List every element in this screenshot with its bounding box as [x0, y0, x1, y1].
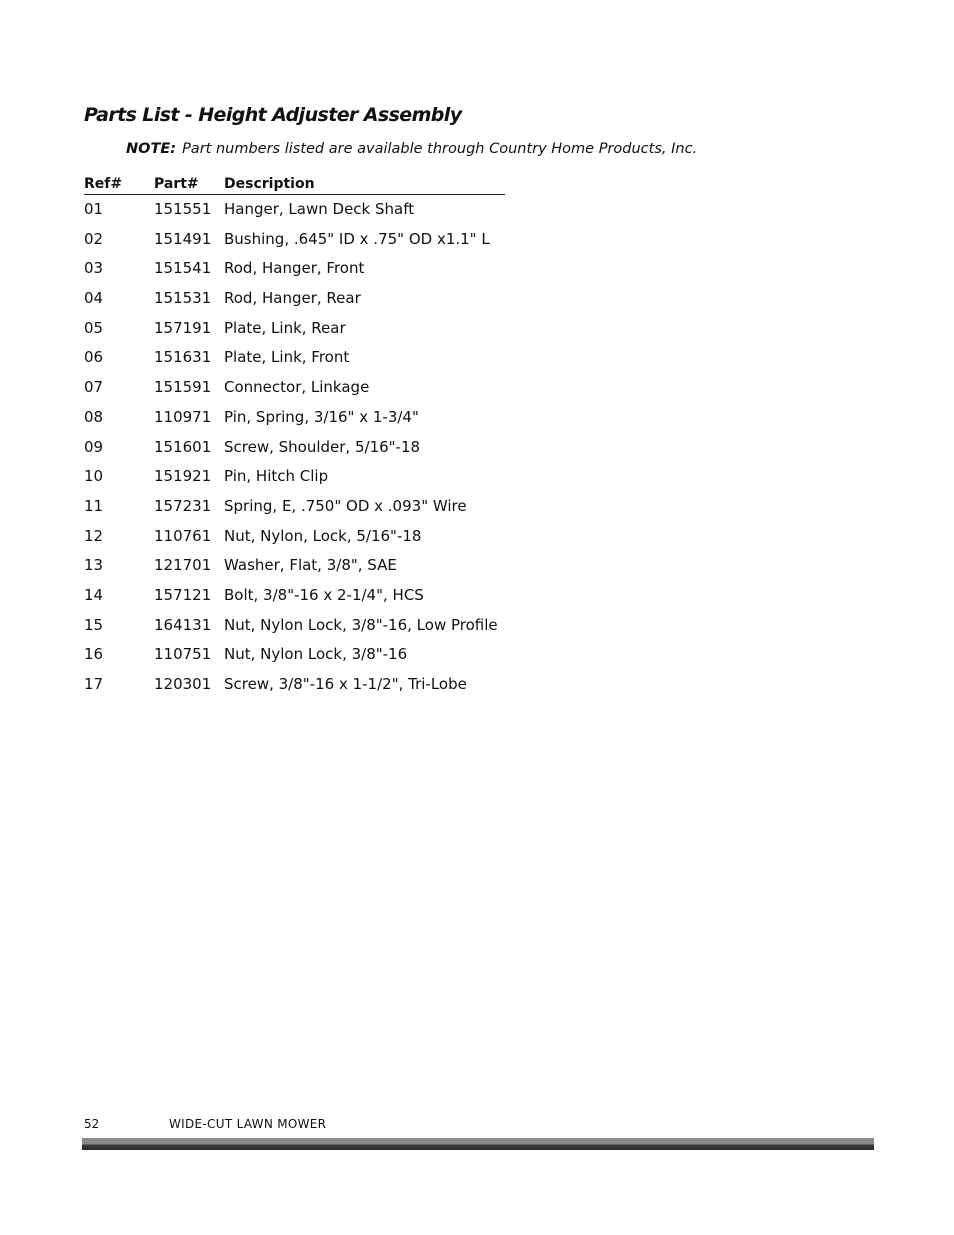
cell-description: Rod, Hanger, Rear	[224, 289, 361, 308]
cell-ref: 05	[84, 318, 104, 337]
cell-part: 157191	[154, 318, 212, 337]
cell-description: Pin, Hitch Clip	[224, 467, 329, 486]
header-ref: Ref#	[84, 176, 123, 192]
header-part: Part#	[154, 176, 199, 192]
cell-part: 151601	[154, 437, 212, 456]
footer-rule	[82, 1138, 874, 1150]
table-row	[84, 403, 505, 433]
cell-part: 151551	[154, 200, 212, 218]
cell-ref: 08	[84, 407, 104, 426]
table-row	[84, 433, 505, 463]
cell-part: 151591	[154, 378, 212, 397]
cell-ref: 15	[84, 615, 104, 634]
table-row	[84, 581, 505, 611]
table-row	[84, 551, 505, 581]
cell-description: Connector, Linkage	[224, 378, 370, 397]
table-row	[84, 462, 505, 492]
cell-ref: 16	[84, 645, 104, 664]
table-row	[84, 284, 505, 314]
cell-description: Nut, Nylon Lock, 3/8"-16, Low Profile	[224, 615, 498, 634]
cell-description: Pin, Spring, 3/16" x 1-3/4"	[224, 407, 419, 426]
cell-part: 151541	[154, 259, 212, 278]
cell-ref: 13	[84, 556, 104, 575]
table-row	[84, 254, 505, 284]
cell-part: 151491	[154, 229, 212, 248]
cell-ref: 04	[84, 289, 104, 308]
cell-ref: 06	[84, 348, 104, 367]
table-header	[84, 176, 505, 195]
cell-part: 151921	[154, 467, 212, 486]
header-description: Description	[224, 176, 315, 192]
cell-ref: 12	[84, 526, 104, 545]
cell-ref: 03	[84, 259, 104, 278]
cell-description: Nut, Nylon, Lock, 5/16"-18	[224, 526, 422, 545]
cell-ref: 10	[84, 467, 104, 486]
cell-part: 120301	[154, 675, 212, 693]
parts-table	[84, 176, 505, 700]
cell-part: 110761	[154, 526, 212, 545]
table-row	[84, 225, 505, 255]
note	[126, 141, 697, 157]
cell-ref: 01	[84, 200, 104, 218]
cell-part: 157121	[154, 585, 212, 604]
cell-description: Hanger, Lawn Deck Shaft	[224, 200, 415, 218]
table-row	[84, 670, 505, 700]
cell-part: 151531	[154, 289, 212, 308]
cell-part: 164131	[154, 615, 212, 634]
table-row	[84, 195, 505, 225]
table-row	[84, 343, 505, 373]
cell-description: Screw, 3/8"-16 x 1-1/2", Tri-Lobe	[224, 675, 467, 693]
table-row	[84, 314, 505, 344]
table-row	[84, 492, 505, 522]
cell-description: Screw, Shoulder, 5/16"-18	[224, 437, 421, 456]
cell-ref: 11	[84, 496, 104, 515]
note-label: NOTE:	[126, 141, 177, 157]
cell-part: 110751	[154, 645, 212, 664]
cell-description: Plate, Link, Front	[224, 348, 350, 367]
cell-description: Spring, E, .750" OD x .093" Wire	[224, 496, 467, 515]
cell-ref: 14	[84, 585, 104, 604]
table-row	[84, 522, 505, 552]
table-row	[84, 640, 505, 670]
cell-description: Washer, Flat, 3/8", SAE	[224, 556, 397, 575]
cell-description: Bushing, .645" ID x .75" OD x1.1" L	[224, 229, 490, 248]
page-number: 52	[84, 1117, 100, 1131]
cell-part: 157231	[154, 496, 212, 515]
cell-part: 121701	[154, 556, 212, 575]
cell-ref: 02	[84, 229, 104, 248]
cell-ref: 07	[84, 378, 104, 397]
cell-description: Nut, Nylon Lock, 3/8"-16	[224, 645, 408, 664]
cell-ref: 09	[84, 437, 104, 456]
page-title: Parts List - Height Adjuster Assembly	[84, 104, 462, 126]
cell-description: Rod, Hanger, Front	[224, 259, 365, 278]
table-row	[84, 373, 505, 403]
cell-part: 110971	[154, 407, 212, 426]
table-body	[84, 195, 505, 700]
cell-part: 151631	[154, 348, 212, 367]
note-text: Part numbers listed are available through Country Home Products, Inc.	[182, 141, 698, 157]
cell-description: Bolt, 3/8"-16 x 2-1/4", HCS	[224, 585, 424, 604]
table-row	[84, 611, 505, 641]
cell-description: Plate, Link, Rear	[224, 318, 346, 337]
cell-ref: 17	[84, 675, 104, 693]
footer-title: WIDE-CUT LAWN MOWER	[169, 1117, 327, 1131]
